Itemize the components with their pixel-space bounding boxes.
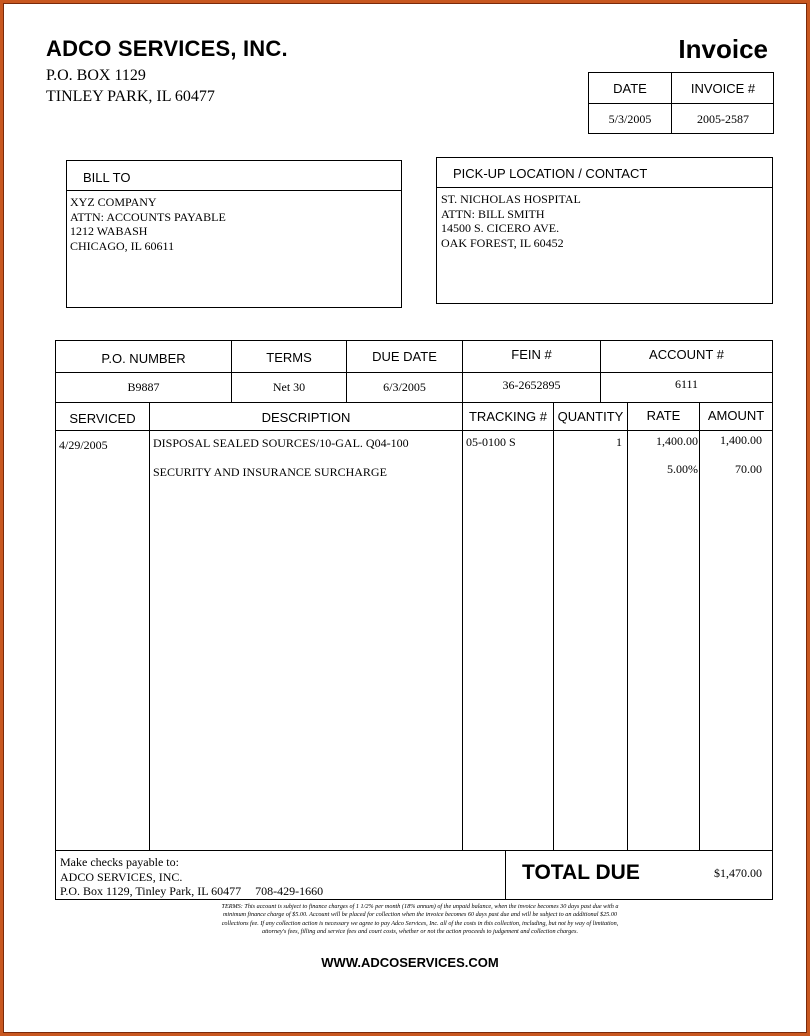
row1-serviced: 4/29/2005 (59, 438, 108, 452)
pickup-address (441, 192, 581, 250)
row2-amount: 70.00 (735, 462, 762, 476)
row1-rate: 1,400.00 (656, 434, 698, 448)
row1-amount: 1,400.00 (720, 433, 762, 447)
po-number-header: P.O. NUMBER (101, 351, 186, 366)
pickup-line: ST. NICHOLAS HOSPITAL (441, 192, 581, 206)
pickup-location-box (436, 157, 773, 304)
terms-value: Net 30 (272, 380, 306, 394)
terms-line: TERMS: This account is subject to finance charges of 1 1/2% per month (18% annum) of the unpaid balance, when the invoice becomes 30 days past due with a (221, 903, 619, 910)
serviced-header: SERVICED (69, 410, 136, 426)
bill-to-label: BILL TO (83, 170, 131, 185)
invoice-grid (55, 340, 773, 900)
company-name: ADCO SERVICES, INC. (46, 36, 288, 61)
rate-header: RATE (646, 407, 681, 423)
website-link[interactable]: WWW.ADCOSERVICES.COM (321, 955, 499, 970)
terms-header: TERMS (266, 350, 312, 365)
bill-to-address (70, 195, 226, 253)
invoice-title: Invoice (678, 34, 768, 64)
total-due-label: TOTAL DUE (522, 861, 640, 884)
date-invoice-box (588, 72, 774, 134)
company-address-line1: P.O. BOX 1129 (46, 67, 146, 84)
pickup-line: 14500 S. CICERO AVE. (441, 221, 560, 235)
date-value: 5/3/2005 (608, 111, 652, 126)
terms-text (150, 903, 690, 937)
quantity-header: QUANTITY (557, 408, 624, 424)
row1-description: DISPOSAL SEALED SOURCES/10-GAL. Q04-100 (153, 436, 409, 450)
due-date-value: 6/3/2005 (383, 380, 426, 394)
invoice-number-value: 2005-2587 (697, 111, 749, 126)
description-header: DESCRIPTION (261, 409, 351, 425)
fein-value: 36-2652895 (502, 378, 561, 392)
fein-header: FEIN # (511, 347, 552, 362)
pickup-line: ATTN: BILL SMITH (441, 206, 545, 221)
company-address-line2: TINLEY PARK, IL 60477 (46, 88, 215, 105)
due-date-header: DUE DATE (372, 349, 437, 364)
tracking-header: TRACKING # (468, 408, 547, 424)
terms-line: attorney's fees, filling and service fees and court costs, whether or not the action proceeds to judgement and collection charges. (261, 928, 579, 936)
bill-to-line: ATTN: ACCOUNTS PAYABLE (70, 209, 226, 224)
account-number-value: 6111 (674, 377, 699, 391)
po-number-value: B9887 (127, 380, 160, 394)
total-due-value: $1,470.00 (714, 866, 762, 880)
payable-phone: 708-429-1660 (255, 884, 324, 898)
row1-tracking: 05-0100 S (466, 435, 516, 449)
date-label: DATE (613, 80, 647, 96)
account-number-header: ACCOUNT # (649, 347, 724, 362)
bill-to-box (66, 160, 402, 308)
payable-line3 (60, 884, 323, 899)
pickup-location-label: PICK-UP LOCATION / CONTACT (453, 166, 648, 181)
pickup-line: OAK FOREST, IL 60452 (441, 235, 564, 250)
payable-block (60, 855, 323, 899)
invoice-number-label: INVOICE # (690, 80, 756, 96)
terms-line: collections fee. If any collection action is necessary we agree to pay Adco Services, Inc. all of the costs in this collection, including, but not by way of limitation, (221, 919, 619, 927)
amount-header: AMOUNT (707, 407, 765, 423)
row2-rate: 5.00% (667, 462, 698, 476)
payable-address: P.O. Box 1129, Tinley Park, IL 60477 (60, 884, 242, 898)
payable-line1: Make checks payable to: (60, 855, 179, 869)
row2-description: SECURITY AND INSURANCE SURCHARGE (153, 465, 387, 479)
bill-to-line: CHICAGO, IL 60611 (70, 238, 175, 253)
bill-to-line: XYZ COMPANY (70, 195, 157, 209)
payable-line2: ADCO SERVICES, INC. (60, 869, 183, 884)
bill-to-line: 1212 WABASH (70, 224, 148, 238)
row1-quantity: 1 (616, 435, 622, 449)
terms-line: minimum finance charge of $5.00. Account will be placed for collection when the invoice becomes 60 days past due and will be subject to an additional $25.00 (222, 911, 618, 919)
